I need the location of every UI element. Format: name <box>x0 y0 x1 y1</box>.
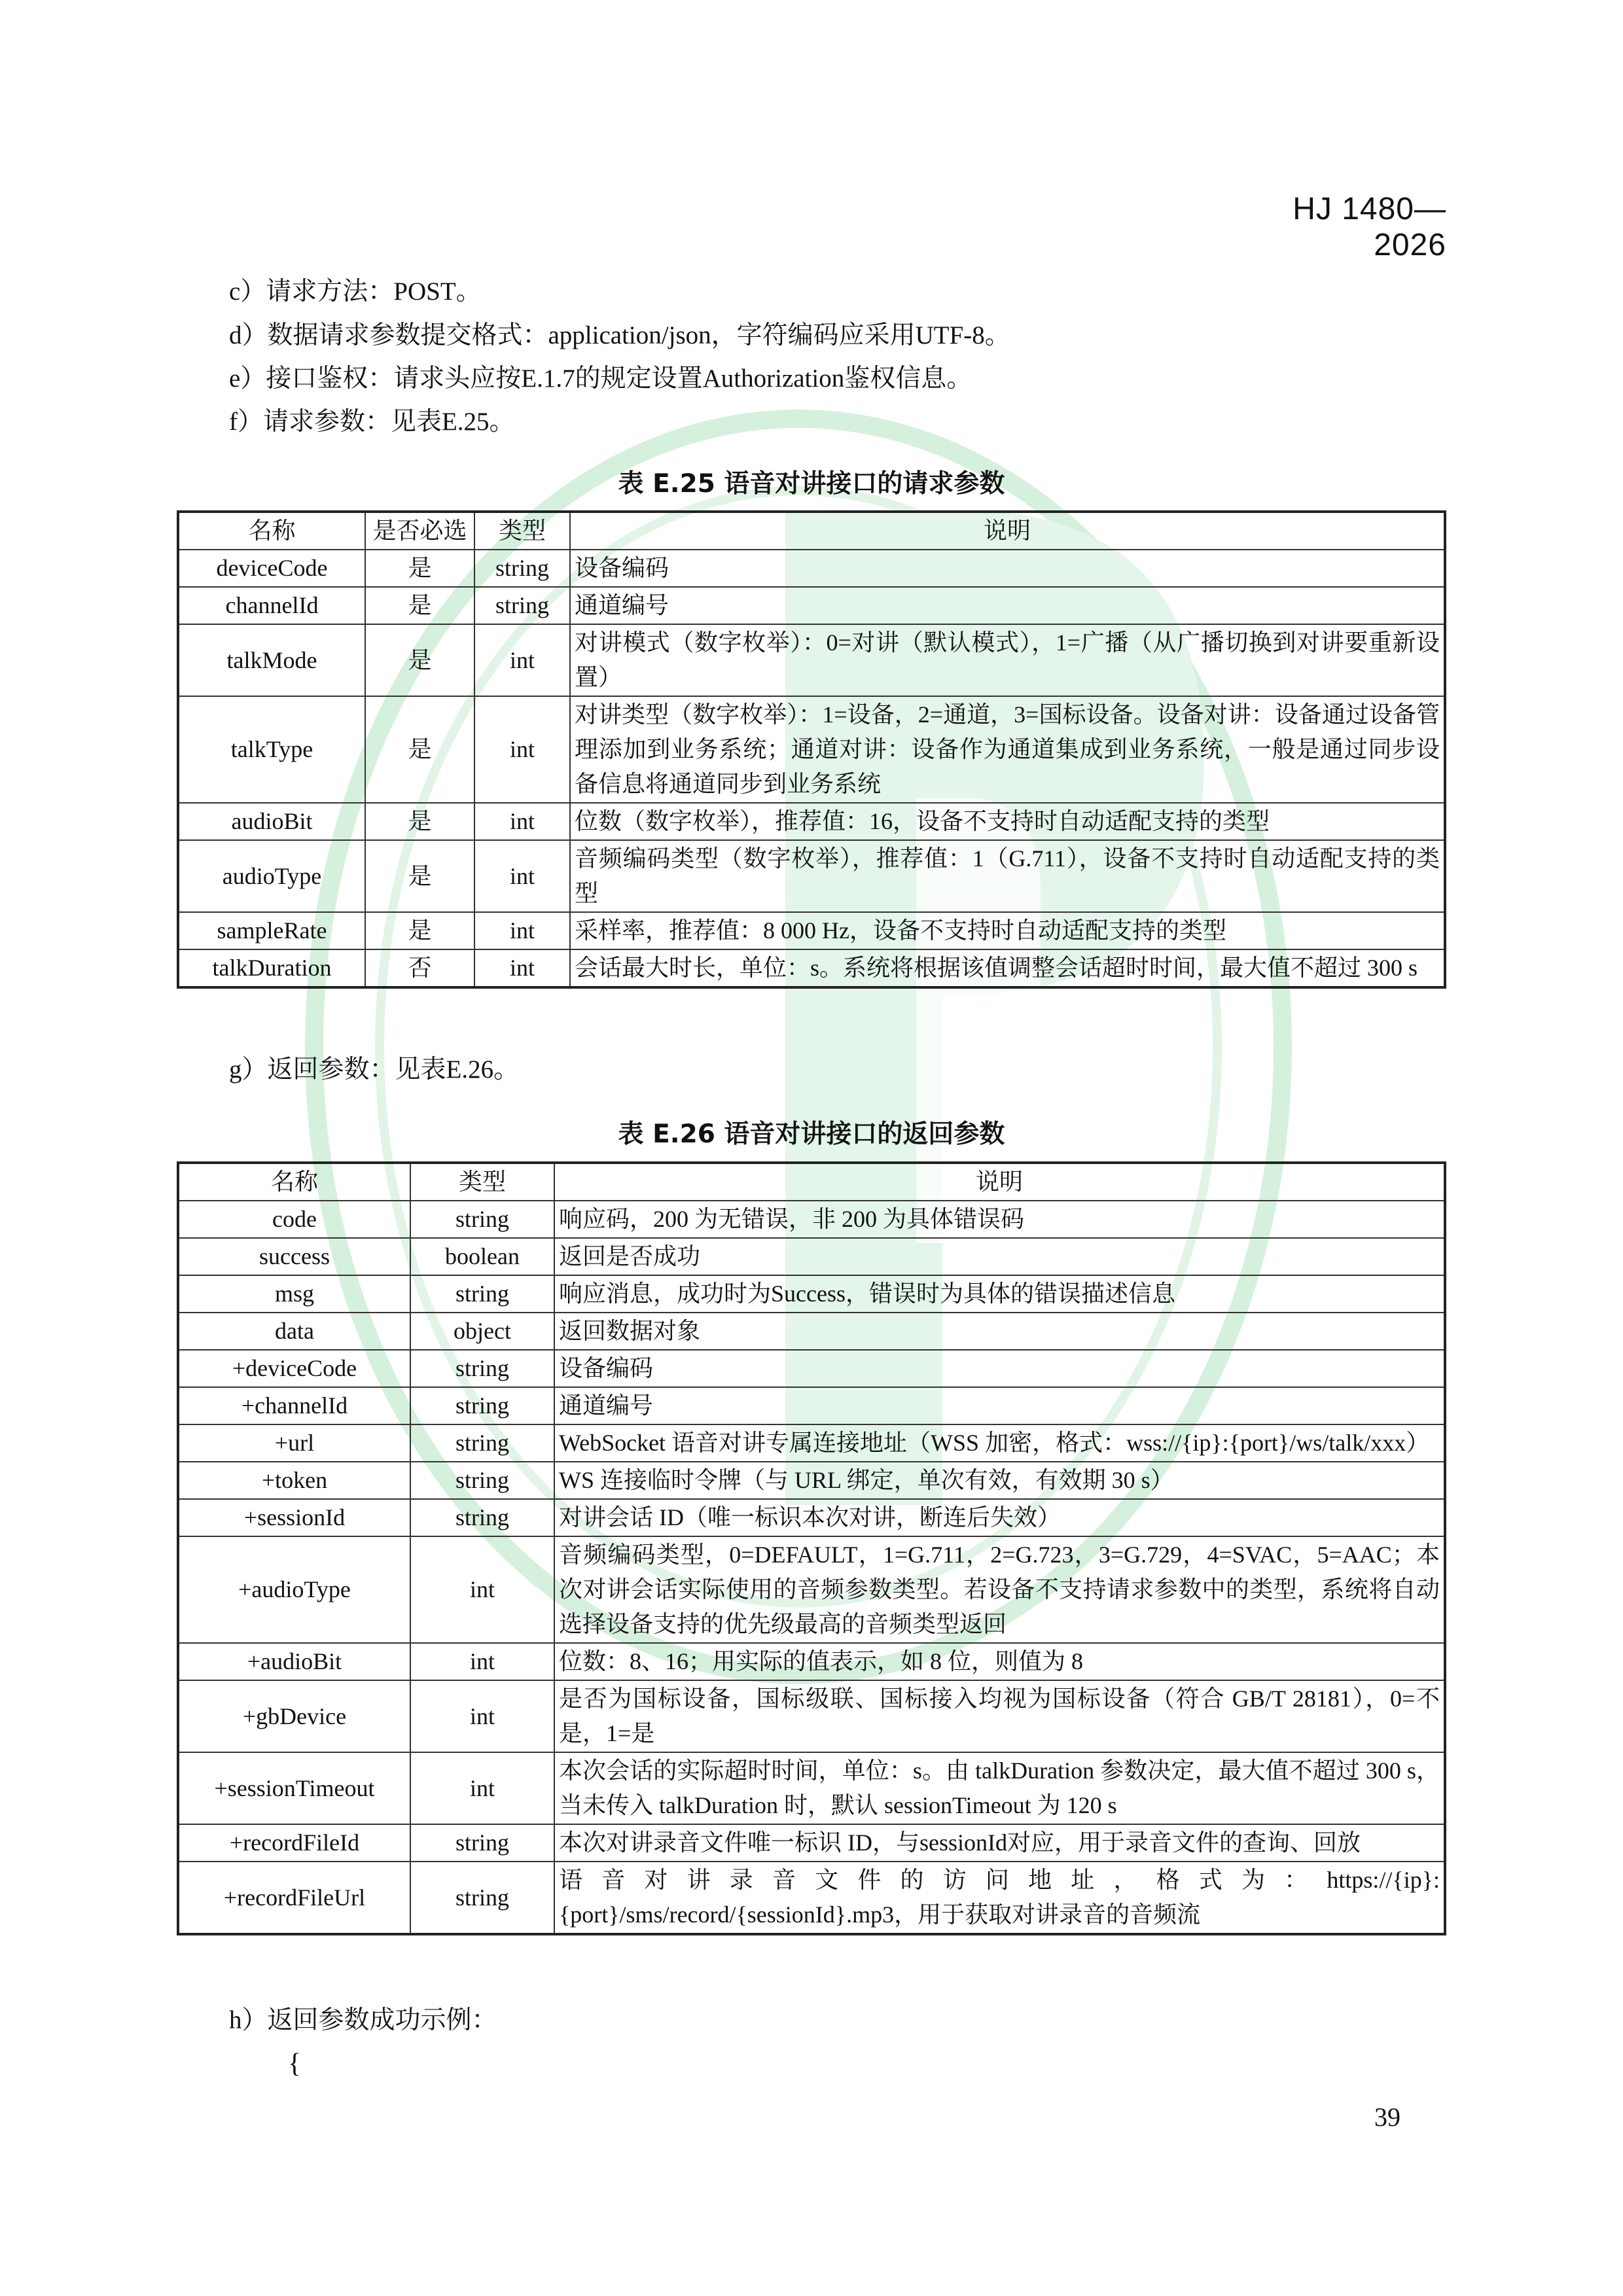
table-cell: talkType <box>178 696 365 803</box>
description-cell: 采样率，推荐值：8 000 Hz，设备不支持时自动适配支持的类型 <box>570 912 1445 949</box>
table-cell: string <box>410 1424 554 1462</box>
table-cell: +channelId <box>178 1387 410 1424</box>
description-cell: 返回数据对象 <box>554 1313 1445 1350</box>
column-header: 类型 <box>410 1163 554 1201</box>
table-cell: 是 <box>365 840 474 912</box>
para-success-example: h）返回参数成功示例： <box>229 2006 497 2034</box>
table-row <box>178 803 1445 840</box>
table-cell: +token <box>178 1462 410 1499</box>
description-cell: 响应消息，成功时为Success，错误时为具体的错误描述信息 <box>554 1275 1445 1313</box>
table-cell: 是 <box>365 550 474 587</box>
table-cell: +audioBit <box>178 1643 410 1680</box>
table-cell: int <box>474 840 570 912</box>
table-cell: int <box>410 1752 554 1824</box>
table-header-row <box>178 1163 1445 1201</box>
table-cell: code <box>178 1201 410 1238</box>
column-header: 名称 <box>178 1163 410 1201</box>
description-cell: 设备编码 <box>570 550 1445 587</box>
table-header-row <box>178 512 1445 550</box>
table-cell: audioBit <box>178 803 365 840</box>
table-row <box>178 1275 1445 1313</box>
description-cell: 对讲模式（数字枚举）：0=对讲（默认模式），1=广播（从广播切换到对讲要重新设置） <box>570 624 1445 696</box>
description-cell: 返回是否成功 <box>554 1238 1445 1275</box>
table-cell: string <box>474 550 570 587</box>
table-cell: talkMode <box>178 624 365 696</box>
column-header: 说明 <box>570 512 1445 550</box>
table-row <box>178 550 1445 587</box>
table-row <box>178 912 1445 949</box>
table-e26-caption: 表 E.26 语音对讲接口的返回参数 <box>618 1120 1005 1149</box>
table-row <box>178 1424 1445 1462</box>
description-cell: 设备编码 <box>554 1350 1445 1387</box>
table-cell: int <box>410 1643 554 1680</box>
table-cell: audioType <box>178 840 365 912</box>
table-cell: +gbDevice <box>178 1680 410 1752</box>
table-e26 <box>177 1161 1446 1935</box>
table-cell: msg <box>178 1275 410 1313</box>
table-cell: 是 <box>365 696 474 803</box>
table-row <box>178 624 1445 696</box>
table-row <box>178 1536 1445 1643</box>
description-cell: 位数：8、16；用实际的值表示，如 8 位，则值为 8 <box>554 1643 1445 1680</box>
description-cell: 位数（数字枚举），推荐值：16，设备不支持时自动适配支持的类型 <box>570 803 1445 840</box>
table-row <box>178 1350 1445 1387</box>
table-cell: string <box>410 1201 554 1238</box>
table-e25-caption: 表 E.25 语音对讲接口的请求参数 <box>618 469 1005 499</box>
table-row <box>178 1499 1445 1536</box>
table-cell: 是 <box>365 587 474 624</box>
description-cell: 通道编号 <box>570 587 1445 624</box>
description-cell: WS 连接临时令牌（与 URL 绑定，单次有效，有效期 30 s） <box>554 1462 1445 1499</box>
table-cell: string <box>410 1275 554 1313</box>
table-row <box>178 949 1445 987</box>
table-row <box>178 1824 1445 1862</box>
table-cell: 是 <box>365 912 474 949</box>
table-cell: boolean <box>410 1238 554 1275</box>
description-cell: 是否为国标设备，国标级联、国标接入均视为国标设备（符合 GB/T 28181），0=不是，1=是 <box>554 1680 1445 1752</box>
table-cell: 否 <box>365 949 474 987</box>
table-cell: +sessionId <box>178 1499 410 1536</box>
description-cell: 音频编码类型（数字枚举），推荐值：1（G.711），设备不支持时自动适配支持的类型 <box>570 840 1445 912</box>
description-cell: 本次会话的实际超时时间，单位：s。由 talkDuration 参数决定，最大值不超过 300 s，当未传入 talkDuration 时，默认 sessionTimeout 为 120 s <box>554 1752 1445 1824</box>
column-header: 类型 <box>474 512 570 550</box>
table-cell: talkDuration <box>178 949 365 987</box>
table-cell: string <box>474 587 570 624</box>
table-cell: channelId <box>178 587 365 624</box>
code-brace: { <box>288 2049 302 2079</box>
description-cell: 语音对讲录音文件的访问地址，格式为：https://{ip}:{port}/sms/record/{sessionId}.mp3，用于获取对讲录音的音频流 <box>554 1862 1445 1934</box>
table-row <box>178 1313 1445 1350</box>
table-cell: int <box>410 1536 554 1643</box>
table-row <box>178 840 1445 912</box>
table-row <box>178 1462 1445 1499</box>
table-cell: int <box>474 624 570 696</box>
description-cell: 本次对讲录音文件唯一标识 ID，与sessionId对应，用于录音文件的查询、回放 <box>554 1824 1445 1862</box>
table-cell: int <box>474 949 570 987</box>
table-row <box>178 696 1445 803</box>
table-row <box>178 1752 1445 1824</box>
doc-code: HJ 1480—2026 <box>1293 192 1446 262</box>
table-cell: +deviceCode <box>178 1350 410 1387</box>
table-cell: +recordFileUrl <box>178 1862 410 1934</box>
table-cell: string <box>410 1824 554 1862</box>
description-cell: 音频编码类型，0=DEFAULT，1=G.711，2=G.723，3=G.729，4=SVAC，5=AAC；本次对讲会话实际使用的音频参数类型。若设备不支持请求参数中的类型，系统将自动选择设备支持的优先级最高的音频类型返回 <box>554 1536 1445 1643</box>
table-cell: +sessionTimeout <box>178 1752 410 1824</box>
table-cell: deviceCode <box>178 550 365 587</box>
table-row <box>178 587 1445 624</box>
table-cell: int <box>474 912 570 949</box>
table-row <box>178 1201 1445 1238</box>
para-request-format: d）数据请求参数提交格式：application/json，字符编码应采用UTF-8。 <box>229 321 1010 349</box>
column-header: 名称 <box>178 512 365 550</box>
description-cell: 响应码，200 为无错误，非 200 为具体错误码 <box>554 1201 1445 1238</box>
description-cell: 对讲会话 ID（唯一标识本次对讲，断连后失效） <box>554 1499 1445 1536</box>
description-cell: 通道编号 <box>554 1387 1445 1424</box>
description-cell: 对讲类型（数字枚举）：1=设备，2=通道，3=国标设备。设备对讲：设备通过设备管理添加到业务系统；通道对讲：设备作为通道集成到业务系统，一般是通过同步设备信息将通道同步到业务系统 <box>570 696 1445 803</box>
description-cell: WebSocket 语音对讲专属连接地址（WSS 加密，格式：wss://{ip}:{port}/ws/talk/xxx） <box>554 1424 1445 1462</box>
table-cell: 是 <box>365 624 474 696</box>
table-cell: sampleRate <box>178 912 365 949</box>
table-cell: 是 <box>365 803 474 840</box>
table-cell: +recordFileId <box>178 1824 410 1862</box>
table-row <box>178 1862 1445 1934</box>
table-cell: int <box>410 1680 554 1752</box>
table-cell: string <box>410 1387 554 1424</box>
table-row <box>178 1238 1445 1275</box>
table-cell: int <box>474 803 570 840</box>
table-e25 <box>177 510 1446 989</box>
table-cell: +audioType <box>178 1536 410 1643</box>
para-request-method: c）请求方法：POST。 <box>229 277 482 306</box>
table-cell: int <box>474 696 570 803</box>
description-cell: 会话最大时长，单位：s。系统将根据该值调整会话超时时间，最大值不超过 300 s <box>570 949 1445 987</box>
table-cell: string <box>410 1499 554 1536</box>
para-response-params: g）返回参数：见表E.26。 <box>229 1055 520 1084</box>
para-request-params: f）请求参数：见表E.25。 <box>229 408 515 436</box>
column-header: 是否必选 <box>365 512 474 550</box>
table-row <box>178 1643 1445 1680</box>
para-auth: e）接口鉴权：请求头应按E.1.7的规定设置Authorization鉴权信息。 <box>229 364 972 393</box>
table-cell: +url <box>178 1424 410 1462</box>
table-cell: string <box>410 1462 554 1499</box>
table-cell: object <box>410 1313 554 1350</box>
table-cell: data <box>178 1313 410 1350</box>
table-cell: success <box>178 1238 410 1275</box>
table-cell: string <box>410 1350 554 1387</box>
table-row <box>178 1680 1445 1752</box>
table-cell: string <box>410 1862 554 1934</box>
column-header: 说明 <box>554 1163 1445 1201</box>
table-row <box>178 1387 1445 1424</box>
page-number: 39 <box>1374 2102 1400 2132</box>
